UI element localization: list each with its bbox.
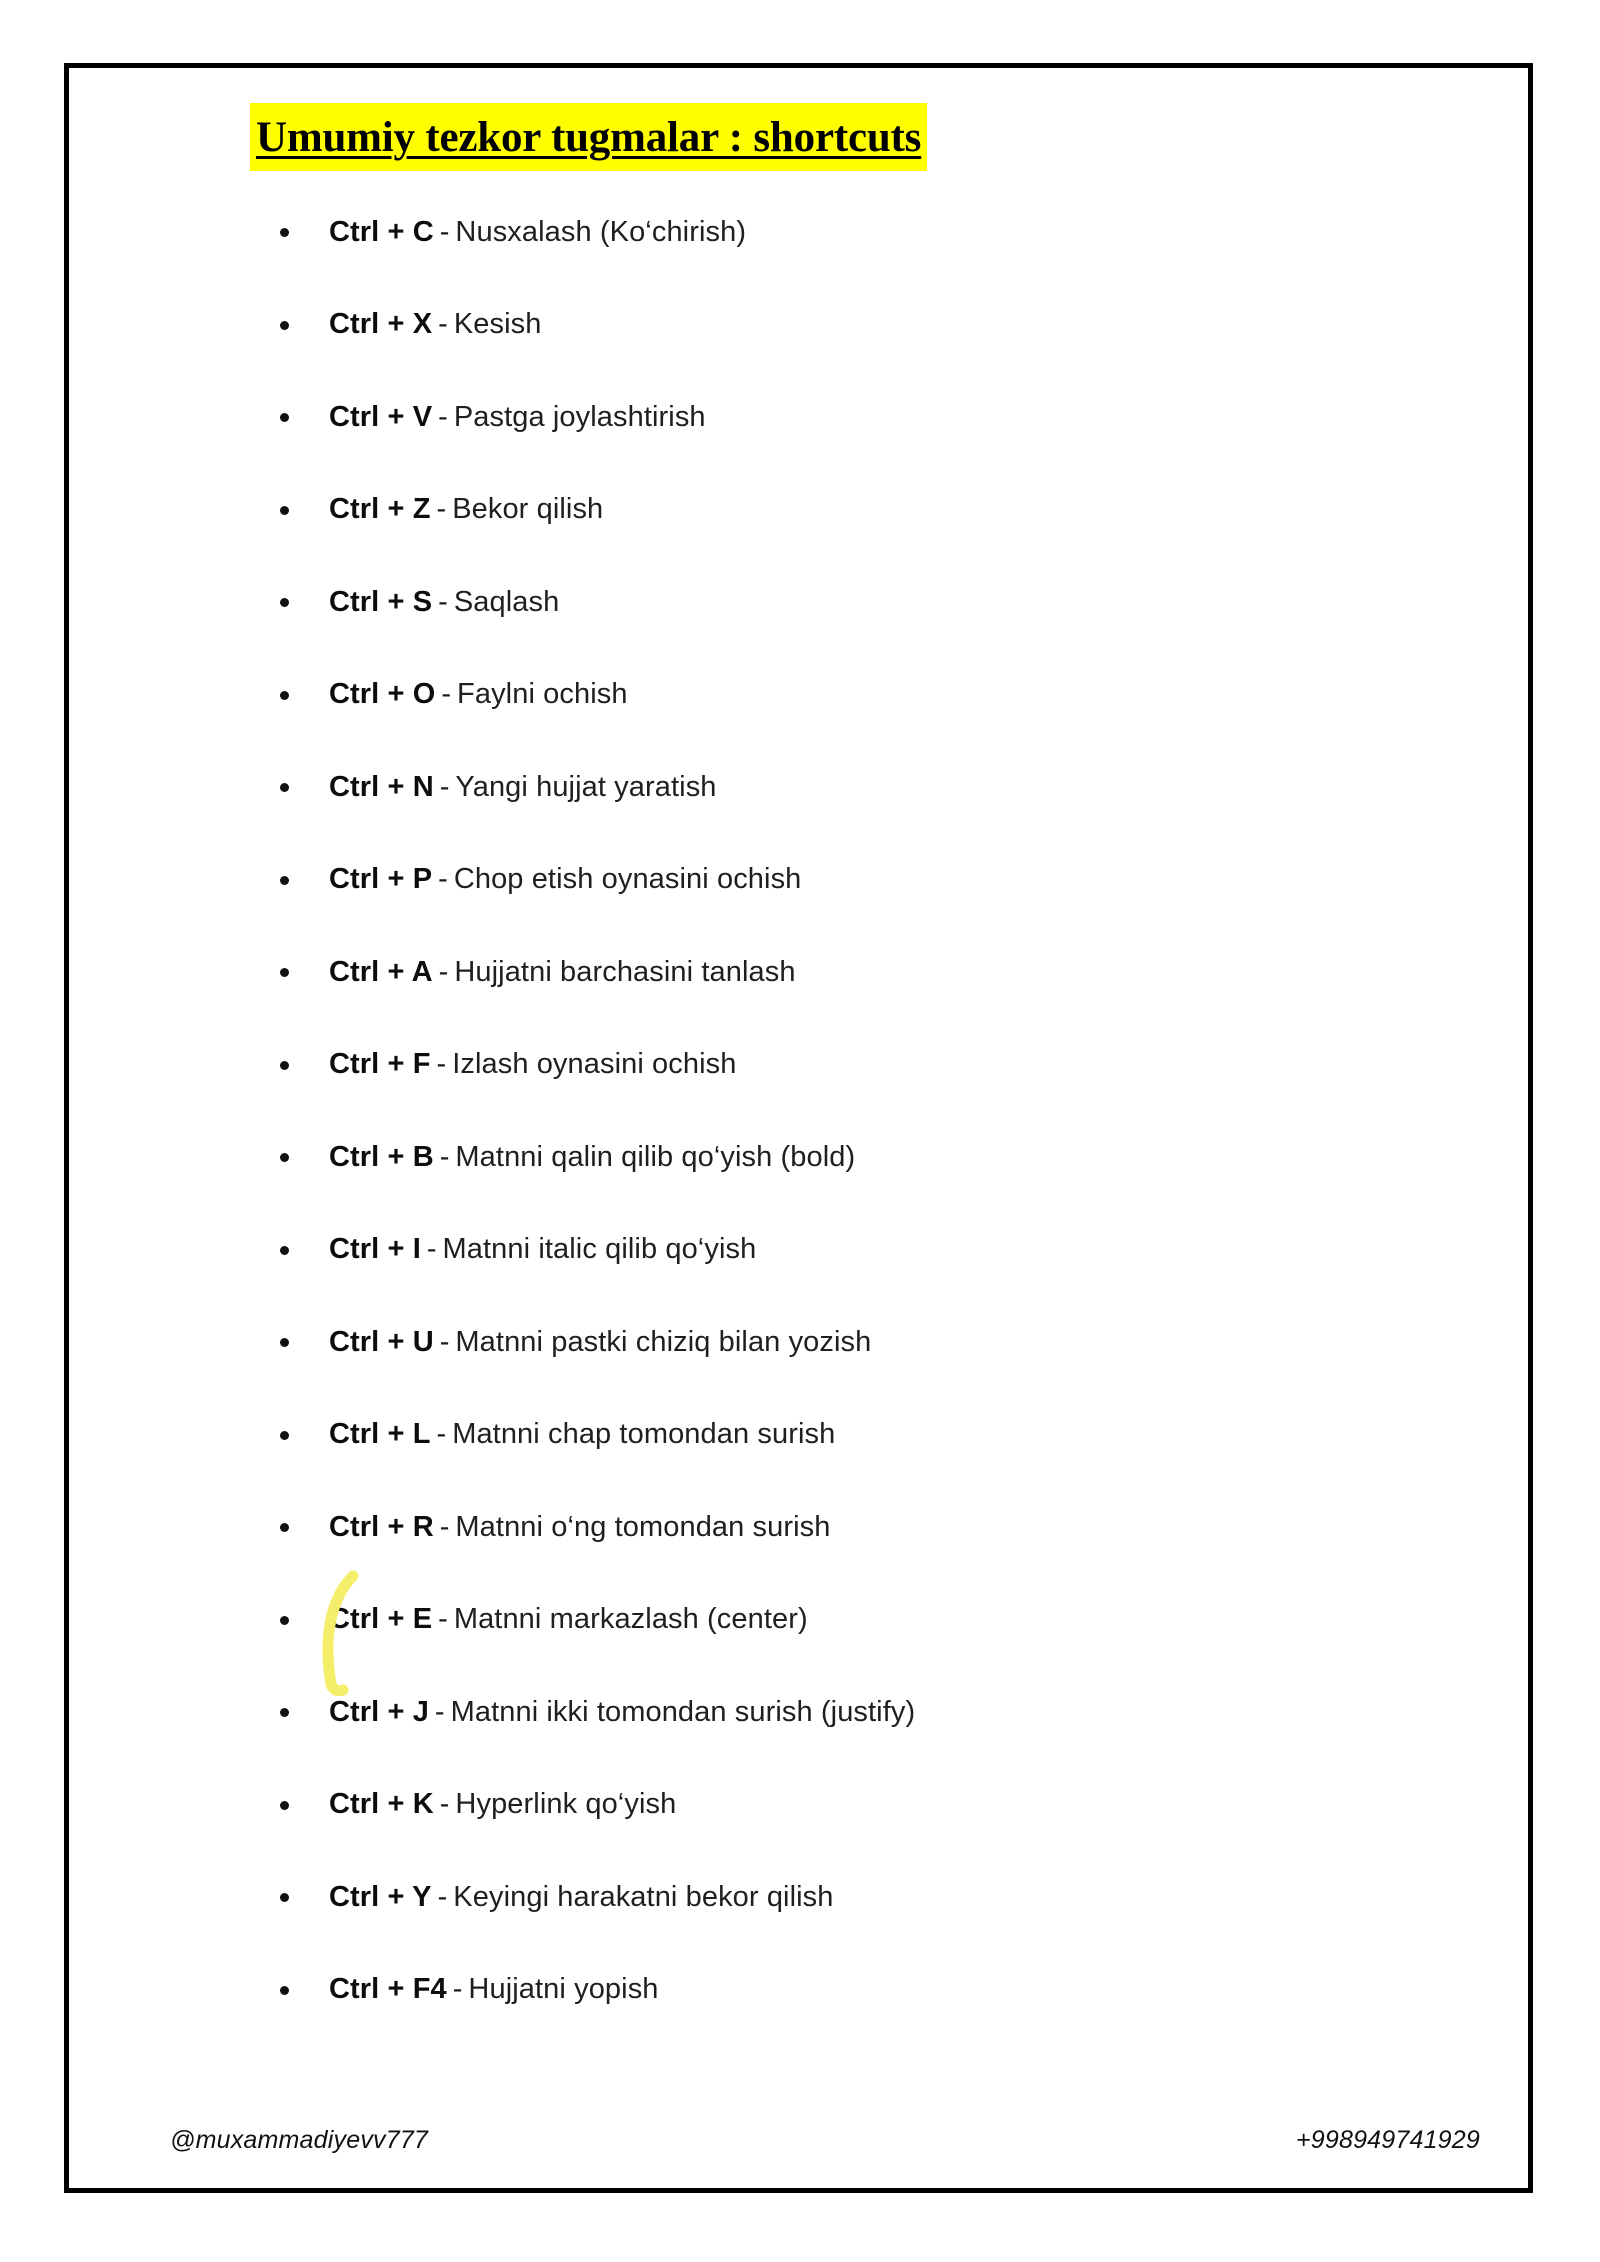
shortcut-key: Ctrl + L — [329, 1418, 431, 1451]
shortcut-separator: - — [439, 215, 450, 248]
shortcut-key: Ctrl + A — [329, 955, 433, 988]
list-item — [69, 1389, 1528, 1482]
bullet-icon — [280, 1708, 289, 1717]
shortcut-description: Matnni o‘ng tomondan surish — [455, 1510, 831, 1543]
footer — [170, 2126, 1480, 2155]
shortcut-key: Ctrl + S — [329, 585, 433, 618]
shortcut-description: Matnni qalin qilib qo‘yish (bold) — [455, 1140, 856, 1173]
shortcut-description: Matnni pastki chiziq bilan yozish — [455, 1325, 872, 1358]
shortcut-key: Ctrl + P — [329, 863, 433, 896]
bullet-icon — [280, 1246, 289, 1255]
shortcut-description: Yangi hujjat yaratish — [455, 770, 717, 803]
list-item — [69, 371, 1528, 464]
bullet-icon — [280, 1893, 289, 1902]
shortcut-description: Saqlash — [453, 585, 560, 618]
list-item — [69, 1759, 1528, 1852]
shortcut-description: Matnni markazlash (center) — [453, 1603, 808, 1636]
shortcut-key: Ctrl + V — [329, 400, 433, 433]
list-item — [69, 1944, 1528, 2037]
footer-handle: @muxammadiyevv777 — [170, 2126, 429, 2154]
shortcut-key: Ctrl + R — [329, 1510, 434, 1543]
bullet-icon — [280, 968, 289, 977]
bullet-icon — [280, 1523, 289, 1532]
shortcut-separator: - — [439, 1325, 450, 1358]
shortcut-separator: - — [439, 1140, 450, 1173]
shortcut-list — [69, 186, 1528, 2036]
list-item — [69, 1481, 1528, 1574]
bullet-icon — [280, 1801, 289, 1810]
shortcut-key: Ctrl + B — [329, 1140, 434, 1173]
list-item — [69, 1851, 1528, 1944]
shortcut-key: Ctrl + F — [329, 1048, 431, 1081]
shortcut-description: Bekor qilish — [452, 493, 604, 526]
shortcut-separator: - — [439, 770, 450, 803]
shortcut-key: Ctrl + Z — [329, 493, 431, 526]
shortcut-description: Matnni ikki tomondan surish (justify) — [450, 1695, 916, 1728]
shortcut-separator: - — [438, 1603, 448, 1636]
list-item — [69, 1666, 1528, 1759]
list-item — [69, 834, 1528, 927]
bullet-icon — [280, 1153, 289, 1162]
list-item — [69, 464, 1528, 557]
shortcut-description: Izlash oynasini ochish — [452, 1048, 737, 1081]
shortcut-key: Ctrl + U — [329, 1325, 434, 1358]
shortcut-separator: - — [438, 308, 448, 341]
shortcut-separator: - — [426, 1233, 437, 1266]
bullet-icon — [280, 691, 289, 700]
shortcut-separator: - — [452, 1973, 463, 2006]
list-item — [69, 1296, 1528, 1389]
shortcut-description: Kesish — [453, 308, 542, 341]
list-item — [69, 1204, 1528, 1297]
shortcut-key: Ctrl + I — [329, 1233, 421, 1266]
document-page-frame — [64, 63, 1533, 2193]
shortcut-description: Hujjatni yopish — [468, 1973, 659, 2006]
list-item — [69, 1574, 1528, 1667]
shortcut-description: Pastga joylashtirish — [453, 400, 706, 433]
bullet-icon — [280, 506, 289, 515]
shortcut-key: Ctrl + J — [329, 1695, 429, 1728]
bullet-icon — [280, 1986, 289, 1995]
shortcut-description: Matnni italic qilib qo‘yish — [442, 1233, 757, 1266]
bullet-icon — [280, 598, 289, 607]
shortcut-separator: - — [438, 400, 448, 433]
list-item — [69, 1111, 1528, 1204]
bullet-icon — [280, 413, 289, 422]
shortcut-description: Matnni chap tomondan surish — [452, 1418, 836, 1451]
list-item — [69, 1019, 1528, 1112]
shortcut-separator: - — [436, 493, 447, 526]
shortcut-key: Ctrl + C — [329, 215, 434, 248]
list-item — [69, 926, 1528, 1019]
shortcut-description: Hujjatni barchasini tanlash — [454, 955, 796, 988]
shortcut-separator: - — [438, 955, 449, 988]
bullet-icon — [280, 1431, 289, 1440]
shortcut-separator: - — [441, 678, 452, 711]
bullet-icon — [280, 1061, 289, 1070]
title-row — [250, 103, 1450, 173]
shortcut-key: Ctrl + E — [329, 1603, 433, 1636]
shortcut-description: Faylni ochish — [457, 678, 628, 711]
shortcut-separator: - — [438, 585, 448, 618]
bullet-icon — [280, 1338, 289, 1347]
bullet-icon — [280, 1616, 289, 1625]
shortcut-key: Ctrl + Y — [329, 1880, 432, 1913]
shortcut-description: Nusxalash (Ko‘chirish) — [455, 215, 747, 248]
shortcut-description: Chop etish oynasini ochish — [453, 863, 802, 896]
shortcut-separator: - — [434, 1695, 445, 1728]
shortcut-key: Ctrl + N — [329, 770, 434, 803]
list-item — [69, 649, 1528, 742]
shortcut-separator: - — [438, 863, 448, 896]
list-item — [69, 556, 1528, 649]
bullet-icon — [280, 783, 289, 792]
shortcut-description: Hyperlink qo‘yish — [455, 1788, 677, 1821]
shortcut-separator: - — [439, 1788, 450, 1821]
shortcut-key: Ctrl + X — [329, 308, 433, 341]
bullet-icon — [280, 228, 289, 237]
shortcut-separator: - — [437, 1880, 448, 1913]
shortcut-key: Ctrl + F4 — [329, 1973, 447, 2006]
shortcut-separator: - — [436, 1048, 447, 1081]
list-item — [69, 279, 1528, 372]
shortcut-key: Ctrl + O — [329, 678, 436, 711]
shortcut-separator: - — [436, 1418, 447, 1451]
footer-phone: +998949741929 — [1295, 2126, 1480, 2154]
page-title: Umumiy tezkor tugmalar : shortcuts — [250, 103, 927, 171]
shortcut-separator: - — [439, 1510, 450, 1543]
list-item — [69, 741, 1528, 834]
shortcut-description: Keyingi harakatni bekor qilish — [453, 1880, 834, 1913]
bullet-icon — [280, 876, 289, 885]
shortcut-key: Ctrl + K — [329, 1788, 434, 1821]
list-item — [69, 186, 1528, 279]
bullet-icon — [280, 321, 289, 330]
